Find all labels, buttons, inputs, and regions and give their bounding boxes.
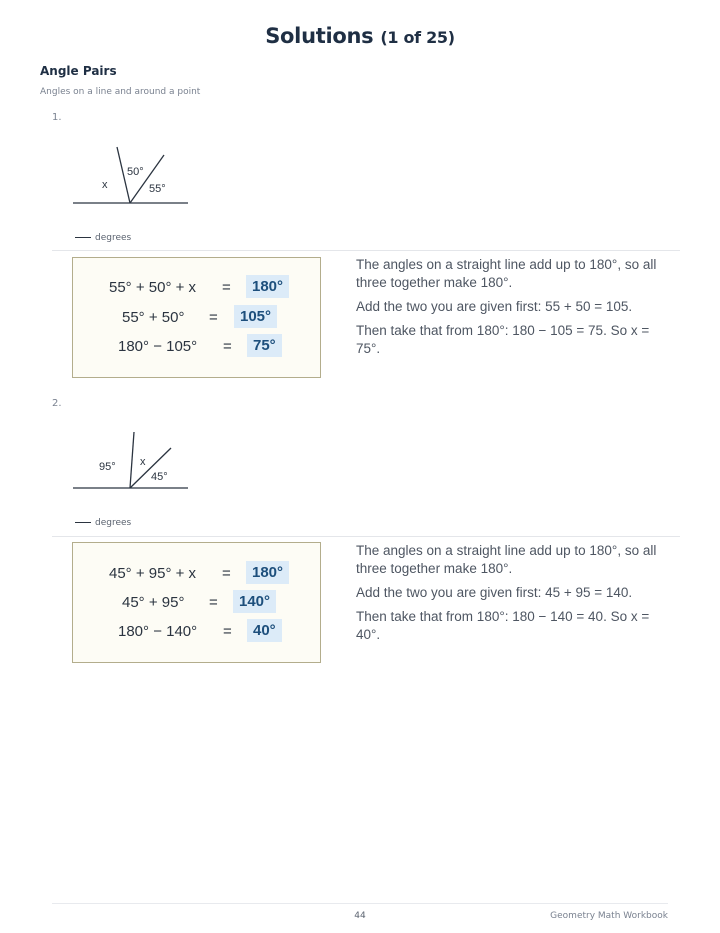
- equation-lhs: 55° + 50°: [122, 309, 185, 326]
- ray-1: [130, 432, 134, 488]
- equation-row: [73, 334, 322, 360]
- answer-blank: [75, 518, 131, 528]
- explanation-line: Add the two you are given first: 55 + 50 = 105.: [356, 299, 633, 314]
- work-box: [72, 542, 321, 663]
- explanation: [356, 256, 674, 364]
- equation-row: [73, 619, 322, 645]
- explanation-line: Add the two you are given first: 45 + 95 = 140.: [356, 585, 633, 600]
- angle-label: 95°: [99, 461, 116, 473]
- equation-equals: =: [223, 338, 232, 355]
- equation-equals: =: [209, 594, 218, 611]
- equation-lhs: 180° − 140°: [118, 623, 198, 640]
- footer-divider: [52, 903, 668, 904]
- blank-line: [75, 522, 91, 523]
- equation-row: [73, 275, 322, 301]
- blank-line: [75, 237, 91, 238]
- angle-label: 50°: [127, 166, 144, 178]
- angle-label: 45°: [151, 471, 168, 483]
- angle-label: 55°: [149, 183, 166, 195]
- angle-label: x: [140, 456, 146, 468]
- explanation-line: Then take that from 180°: 180 − 105 = 75. So x = 75°.: [356, 323, 650, 356]
- angle-diagram: [70, 140, 200, 210]
- equation-answer: 75°: [247, 334, 282, 357]
- problem-number: 1.: [52, 112, 62, 123]
- equation-lhs: 45° + 95°: [122, 594, 185, 611]
- divider: [52, 536, 680, 537]
- divider: [52, 250, 680, 251]
- equation-answer: 105°: [234, 305, 277, 328]
- equation-answer: 180°: [246, 561, 289, 584]
- equation-row: [73, 305, 322, 331]
- angle-diagram: [70, 426, 200, 496]
- work-box: [72, 257, 321, 378]
- page-count: (1 of 25): [380, 28, 455, 47]
- explanation-line: Then take that from 180°: 180 − 140 = 40. So x = 40°.: [356, 609, 650, 642]
- equation-equals: =: [223, 623, 232, 640]
- answer-unit: degrees: [95, 518, 132, 528]
- section-title: Angle Pairs: [40, 64, 117, 78]
- explanation-line: The angles on a straight line add up to 180°, so all three together make 180°.: [356, 257, 657, 290]
- equation-equals: =: [222, 565, 231, 582]
- equation-row: [73, 561, 322, 587]
- equation-lhs: 180° − 105°: [118, 338, 198, 355]
- angle-label: x: [102, 179, 108, 191]
- answer-blank: [75, 233, 131, 243]
- equation-answer: 140°: [233, 590, 276, 613]
- equation-answer: 40°: [247, 619, 282, 642]
- equation-row: [73, 590, 322, 616]
- page-title-text: Solutions: [265, 24, 374, 48]
- problem-number: 2.: [52, 398, 62, 409]
- book-title: Geometry Math Workbook: [550, 911, 668, 921]
- explanation-line: The angles on a straight line add up to 180°, so all three together make 180°.: [356, 543, 657, 576]
- equation-answer: 180°: [246, 275, 289, 298]
- equation-lhs: 55° + 50° + x: [109, 279, 197, 296]
- equation-lhs: 45° + 95° + x: [109, 565, 197, 582]
- explanation: [356, 542, 674, 650]
- page-title: [0, 24, 720, 48]
- section-subtitle: Angles on a line and around a point: [40, 87, 201, 97]
- equation-equals: =: [209, 309, 218, 326]
- ray-2: [130, 155, 164, 203]
- equation-equals: =: [222, 279, 231, 296]
- answer-unit: degrees: [95, 233, 132, 243]
- page-number: 44: [354, 911, 366, 921]
